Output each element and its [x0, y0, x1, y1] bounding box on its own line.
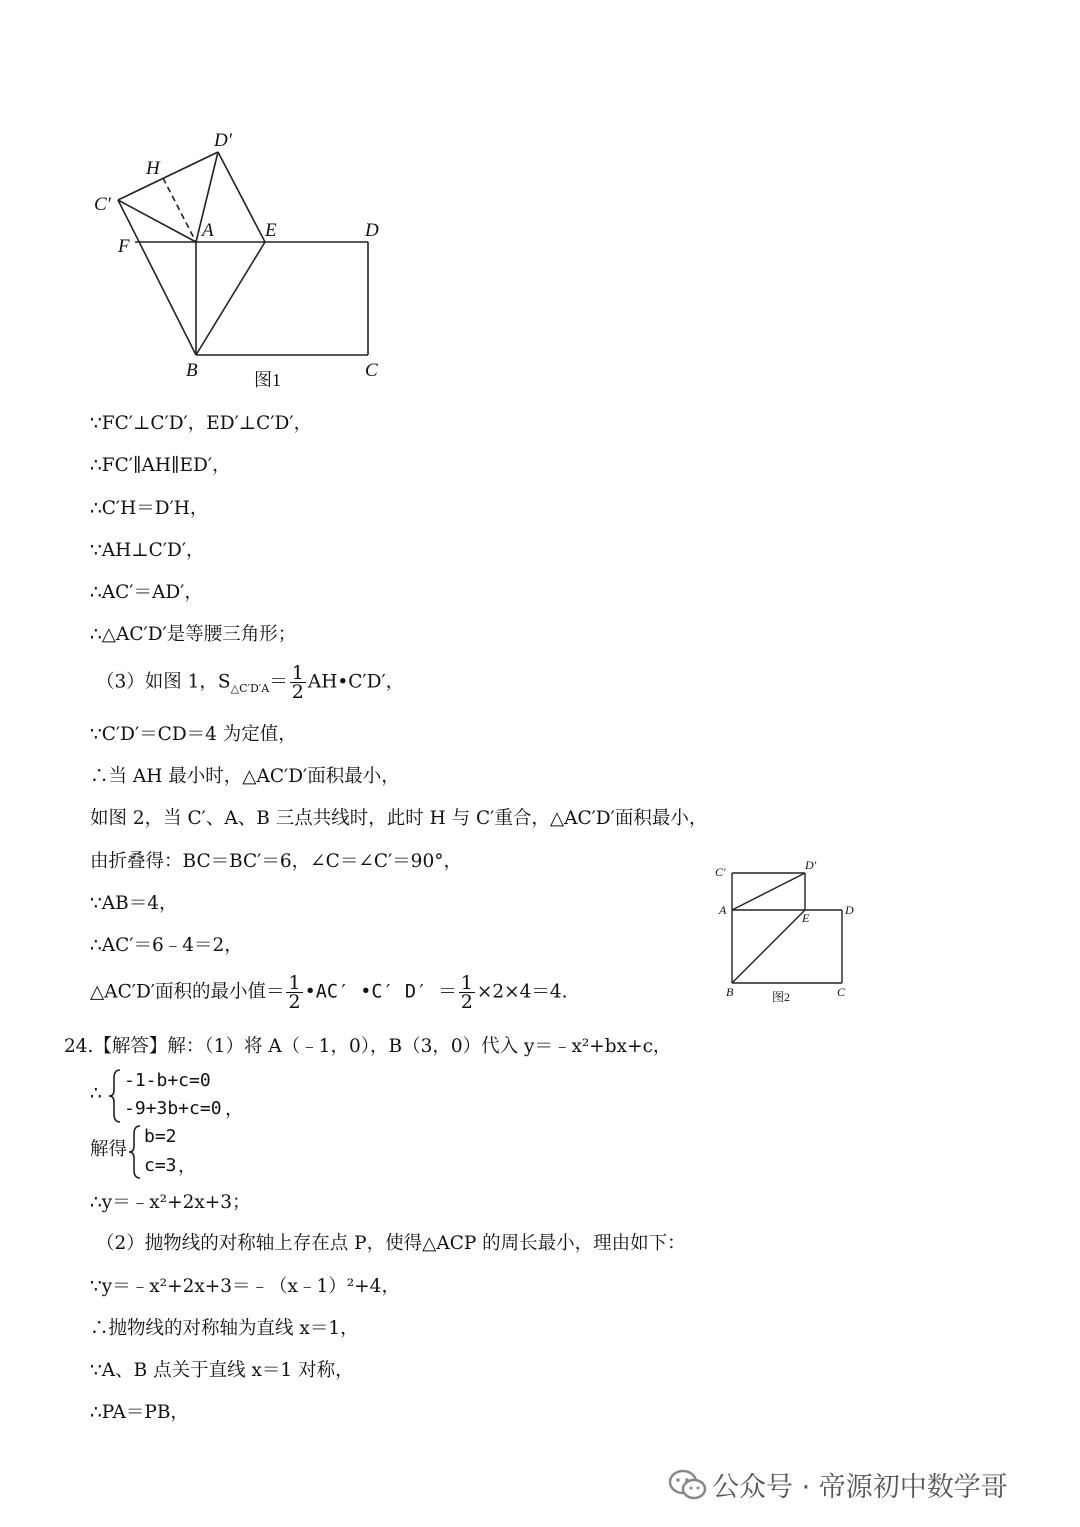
l7-eq: ＝ — [269, 671, 288, 693]
line-7 — [96, 664, 404, 701]
l7-sub: △C′D′A — [230, 682, 270, 696]
line-5: ∴AC′＝AD′， — [90, 582, 203, 603]
fraction-half-b — [459, 974, 475, 1011]
line-18: ∴y＝﹣x²+2x+3； — [90, 1192, 251, 1213]
l14-mid: •AC′ •C′ D′ ＝ — [304, 981, 457, 1003]
sys2-eq1: b=2 — [144, 1126, 177, 1147]
frac-num: 1 — [460, 972, 473, 994]
frac-den: 2 — [291, 681, 304, 703]
fig2-label-c: C — [837, 985, 846, 999]
figure-1-caption: 图1 — [254, 370, 281, 390]
fig2-label-c-prime: C′ — [715, 865, 726, 879]
line-12: ∵AB＝4， — [90, 893, 178, 914]
line-11: 由折叠得：BC＝BC′＝6，∠C＝∠C′＝90°， — [90, 851, 462, 872]
fig2-label-d: D — [845, 903, 854, 917]
fig2-label-e: E — [802, 911, 810, 925]
label-f: F — [118, 236, 130, 257]
fig2-label-a: A — [719, 903, 727, 917]
line-4: ∵AH⊥C′D′， — [90, 540, 205, 561]
l14-post: ×2×4＝4. — [476, 981, 568, 1003]
frac-num: 1 — [288, 972, 301, 994]
line-3: ∴C′H＝D′H， — [90, 498, 209, 519]
sys2-prefix: 解得 — [90, 1139, 128, 1160]
line-2: ∴FC′∥AH∥ED′， — [90, 455, 231, 476]
line-22: ∵A、B 点关于直线 x＝1 对称， — [90, 1360, 354, 1381]
figure-1 — [85, 120, 405, 400]
frac-den: 2 — [288, 991, 301, 1013]
line-21: ∴抛物线的对称轴为直线 x＝1， — [90, 1318, 359, 1339]
line-8: ∵C′D′＝CD＝4 为定值， — [90, 724, 297, 745]
brace-2 — [128, 1124, 142, 1180]
sys1-eq2: -9+3b+c=0 — [124, 1098, 222, 1119]
figure-2 — [710, 855, 870, 1005]
line-10: 如图 2，当 C′、A、B 三点共线时，此时 H 与 C′重合，△AC′D′面积最小， — [90, 808, 708, 829]
fig2-label-b: B — [726, 985, 734, 999]
frac-num: 1 — [291, 662, 304, 684]
frac-den: 2 — [460, 991, 473, 1013]
line-9: ∴当 AH 最小时，△AC′D′面积最小， — [90, 766, 400, 787]
l7-post: AH•C′D′， — [307, 671, 405, 693]
label-b: B — [186, 360, 198, 381]
l7-pre: （3）如图 1，S — [96, 671, 231, 693]
line-19: （2）抛物线的对称轴上存在点 P，使得△ACP 的周长最小，理由如下： — [96, 1233, 686, 1254]
label-d-prime: D′ — [214, 130, 232, 151]
label-a: A — [202, 220, 214, 241]
label-c: C — [365, 360, 378, 381]
l14-pre: △AC′D′面积的最小值＝ — [90, 981, 285, 1003]
line-20: ∵y＝﹣x²+2x+3＝﹣（x﹣1）²+4， — [90, 1276, 400, 1297]
sys1-prefix: ∴ — [90, 1083, 102, 1104]
fig2-label-d-prime: D′ — [805, 858, 817, 872]
label-d: D — [365, 220, 379, 241]
wechat-icon — [668, 1468, 708, 1502]
line-14 — [90, 974, 568, 1011]
brace-1 — [108, 1068, 122, 1124]
line-13: ∴AC′＝6﹣4＝2， — [90, 935, 243, 956]
sys2-eq2: c=3 — [144, 1155, 177, 1176]
sys1-end: ， — [225, 1099, 244, 1120]
figure-2-caption: 图2 — [772, 990, 791, 1004]
fraction-half-a — [286, 974, 302, 1011]
fraction-half — [290, 664, 306, 701]
label-c-prime: C′ — [94, 194, 111, 215]
label-e: E — [265, 220, 277, 241]
sys1-eq1: -1-b+c=0 — [124, 1070, 211, 1091]
line-1: ∵FC′⊥C′D′，ED′⊥C′D′， — [90, 413, 313, 434]
watermark-text: 公众号 · 帝源初中数学哥 — [712, 1472, 1008, 1503]
label-h: H — [146, 158, 160, 179]
line-15: 24.【解答】解：（1）将 A（﹣1，0），B（3，0）代入 y＝﹣x²+bx+c， — [64, 1036, 672, 1057]
line-6: ∴△AC′D′是等腰三角形； — [90, 624, 297, 645]
line-23: ∴PA＝PB， — [90, 1402, 189, 1423]
sys2-end: ， — [178, 1156, 197, 1177]
